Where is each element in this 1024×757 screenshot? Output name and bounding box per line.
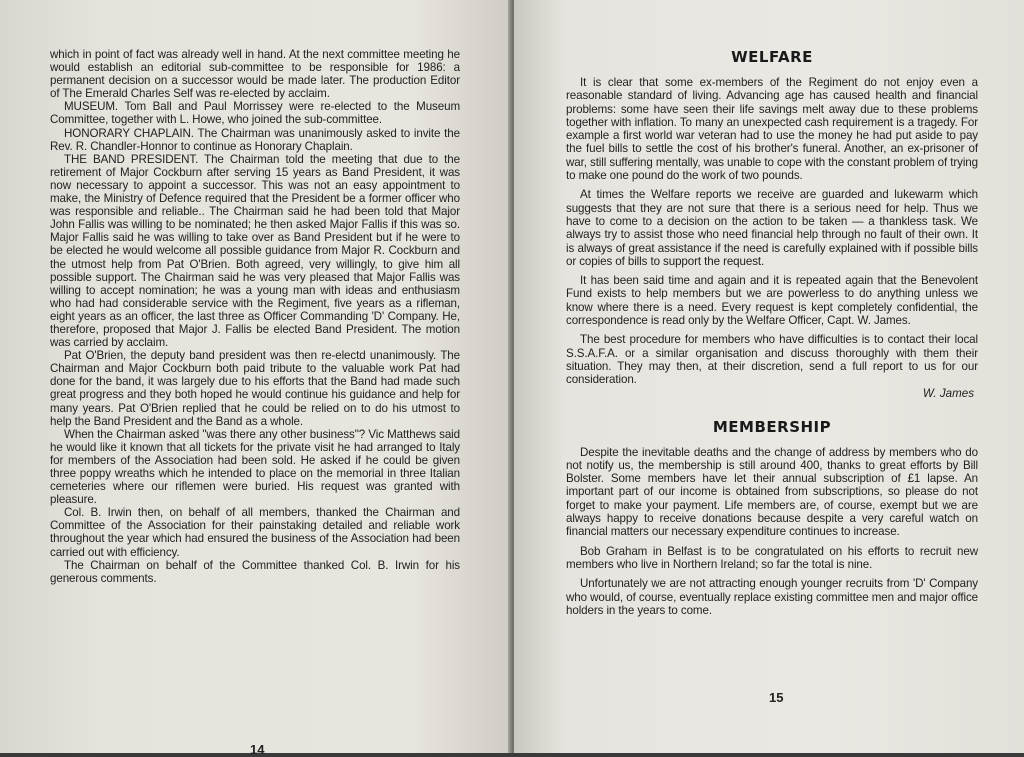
welfare-paragraph: It is clear that some ex-members of the Regiment do not enjoy even a reasonable standard of living. Advancing age has caused health and financial problems: some have seen their life savings melt away due to these problems together with inflation. To many an unexpected cash requirement is a tragedy. For example a first world war veteran had to use the money he had put aside to pay the fuel bills to settle the cost of his brother's funeral. Another, an ex-prisoner of war, still suffering mentally, was unable to cope with the constant problem of trying to make one pound do the work of two pounds. — [566, 76, 978, 183]
right-page — [514, 0, 1024, 753]
paragraph-band-president: THE BAND PRESIDENT. The Chairman told the meeting that due to the retirement of Major Cockburn after serving 15 years as Band President, it was now necessary to appoint a successor. This was not an easy appointment to make, the Ministry of Defence required that the President be a former officer who was responsible and reliable.. The Chairman said he had been told that Major John Fallis was willing to be nominated; he then asked Major Fallis if this was so. Major Fallis said he was willing to take over as Band President but if he were to be elected he would welcome all possible guidance from Major R. Cockburn and the utmost help from Pat O'Brien. Both agreed, very willingly, to give him all possible support. The Chairman said he was very pleased that Major Fallis was willing to accept nomination; he was a young man with ideas and enthusiasm who had had considerable service with the Regiment, five years as a rifleman, eight years as an officer, the last three as Officer Commanding 'D' Company. He, therefore, proposed that Major J. Fallis be elected Band President. The motion was carried by acclaim. — [50, 152, 460, 350]
membership-heading: MEMBERSHIP — [712, 417, 832, 436]
page-number-left: 14 — [250, 742, 265, 757]
welfare-paragraph: The best procedure for members who have difficulties is to contact their local S.S.A.F.A. or a similar organisation and discuss thoroughly with them their situation. They may then, at their discretion, send a full report to us for our consideration. — [566, 333, 978, 387]
welfare-heading: WELFARE — [731, 48, 813, 66]
paragraph-thanks-committee: Col. B. Irwin then, on behalf of all members, thanked the Chairman and Committee of the Association for their painstaking detailed and reliable work throughout the year which had ensured the business of the Association had been carried out with efficiency. — [50, 506, 460, 559]
welfare-signature: W. James — [922, 386, 974, 400]
paragraph-honorary-chaplain: HONORARY CHAPLAIN. The Chairman was unanimously asked to invite the Rev. R. Chandler-Honnor to continue as Honorary Chaplain. — [50, 126, 460, 153]
membership-paragraph: Unfortunately we are not attracting enough younger recruits from 'D' Company who would, of course, eventually replace existing committee men and major office holders in the years to come. — [566, 577, 978, 617]
membership-paragraph: Despite the inevitable deaths and the change of address by members who do not notify us, the membership is still around 400, thanks to great efforts by Bill Bolster. Some members have let their annual subscription of £1 lapse. An important part of our income is obtained from subscriptions, so please do not forget to make your payment. Life members are, of course, exempt but we are always happy to receive donations because despite a very careful watch on financial matters our necessary expenditure continues to increase. — [566, 445, 978, 539]
paragraph-chairman-thanks: The Chairman on behalf of the Committee thanked Col. B. Irwin for his generous comments. — [50, 558, 460, 585]
welfare-paragraph: At times the Welfare reports we receive are guarded and lukewarm which suggests that they are not sure that there is a serious need for help. Thus we have to come to a decision on the action to be taken — a thankless task. We always try to assist those who need financial help through no fault of their own. It is always of great assistance if the need is carefully explained with if possible bills or copies of bills to support the request. — [566, 188, 978, 268]
paragraph-museum: MUSEUM. Tom Ball and Paul Morrissey were re-elected to the Museum Committee, together with L. Howe, who joined the sub-committee. — [50, 100, 460, 127]
membership-paragraph: Bob Graham in Belfast is to be congratulated on his efforts to recruit new members who live in Northern Ireland; so far the total is nine. — [566, 544, 978, 571]
paragraph-other-business: When the Chairman asked "was there any other business"? Vic Matthews said he would like it known that all tickets for the private visit he had arranged to Italy for members of the Association had been sold. He asked if he could be given three poppy wreaths which he intended to place on the memorial in three Italian cemeteries where our riflemen were buried. His request was granted with pleasure. — [50, 427, 460, 507]
paragraph-editorial: which in point of fact was already well in hand. At the next committee meeting he would establish an editorial sub-committee to be responsible for 1986: a permanent decision on a successor would be made later. The production Editor of The Emerald Charles Self was re-elected by acclaim. — [50, 48, 460, 101]
paragraph-deputy-band-president: Pat O'Brien, the deputy band president was then re-electd unanimously. The Chairman and Major Cockburn both paid tribute to the valuable work Pat had done for the band, it was largely due to his efforts that the Band had made such great progress and they both hoped he would continue his guidance and help for many years. Pat O'Brien replied that he could be relied on to do his utmost to help the Band President and the Band as a whole. — [50, 349, 460, 428]
welfare-paragraph: It has been said time and again and it is repeated again that the Benevolent Fund exists to help members but we are powerless to do anything unless we know where there is a need. Every request is kept completely confidential, the correspondence is read only by the Welfare Officer, Capt. W. James. — [566, 274, 978, 328]
page-number-right: 15 — [769, 690, 784, 705]
